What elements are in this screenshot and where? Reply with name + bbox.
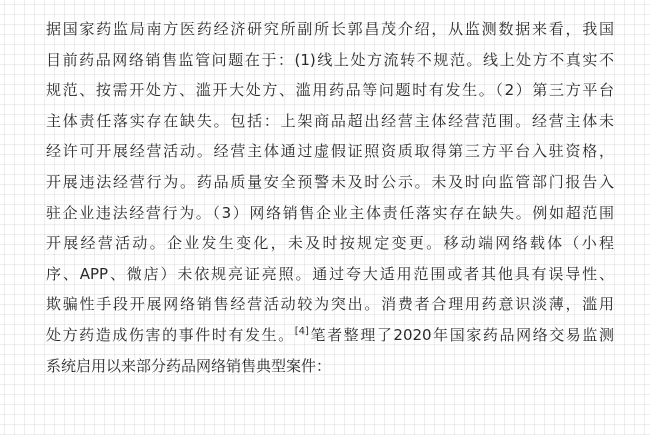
text-line-2: 目前药品网络销售监管问题在于：(1)线上处方流转不规范。线上处方不真实不 (46, 50, 614, 69)
text-line-11-end: 笔者整理了2020年国家药品网络交易监测 (308, 325, 614, 344)
text-line-11 (46, 320, 614, 351)
text-line-12: 系统启用以来部分药品网络销售典型案件： (46, 356, 332, 375)
text-line-1: 据国家药监局南方医药经济研究所副所长郭昌茂介绍，从监测数据来看，我国 (46, 20, 614, 38)
text-line-10: 欺骗性手段开展网络销售经营活动较为突出。消费者合理用药意识淡薄，滥用 (46, 295, 614, 314)
body-paragraph (46, 14, 614, 381)
text-line-7: 驻企业违法经营行为。（3）网络销售企业主体责任落实存在缺失。例如超范围 (46, 203, 614, 222)
text-line-11-start: 处方药造成伤害的事件时有发生。 (46, 325, 295, 344)
text-line-4: 主体责任落实存在缺失。包括：上架商品超出经营主体经营范围。经营主体未 (46, 111, 614, 130)
text-line-5: 经许可开展经营活动。经营主体通过虚假证照资质取得第三方平台入驻资格， (46, 142, 614, 161)
text-line-8: 开展经营活动。企业发生变化，未及时按规定变更。移动端网络载体（小程 (46, 234, 614, 253)
text-line-9: 序、APP、微店）未依规亮证亮照。通过夸大适用范围或者其他具有误导性、 (46, 264, 614, 283)
text-line-6: 开展违法经营行为。药品质量安全预警未及时公示。未及时向监管部门报告入 (46, 172, 614, 191)
text-line-3: 规范、按需开处方、滥开大处方、滥用药品等问题时有发生。（2）第三方平台 (46, 81, 614, 100)
citation-superscript[interactable]: [4] (294, 325, 309, 337)
